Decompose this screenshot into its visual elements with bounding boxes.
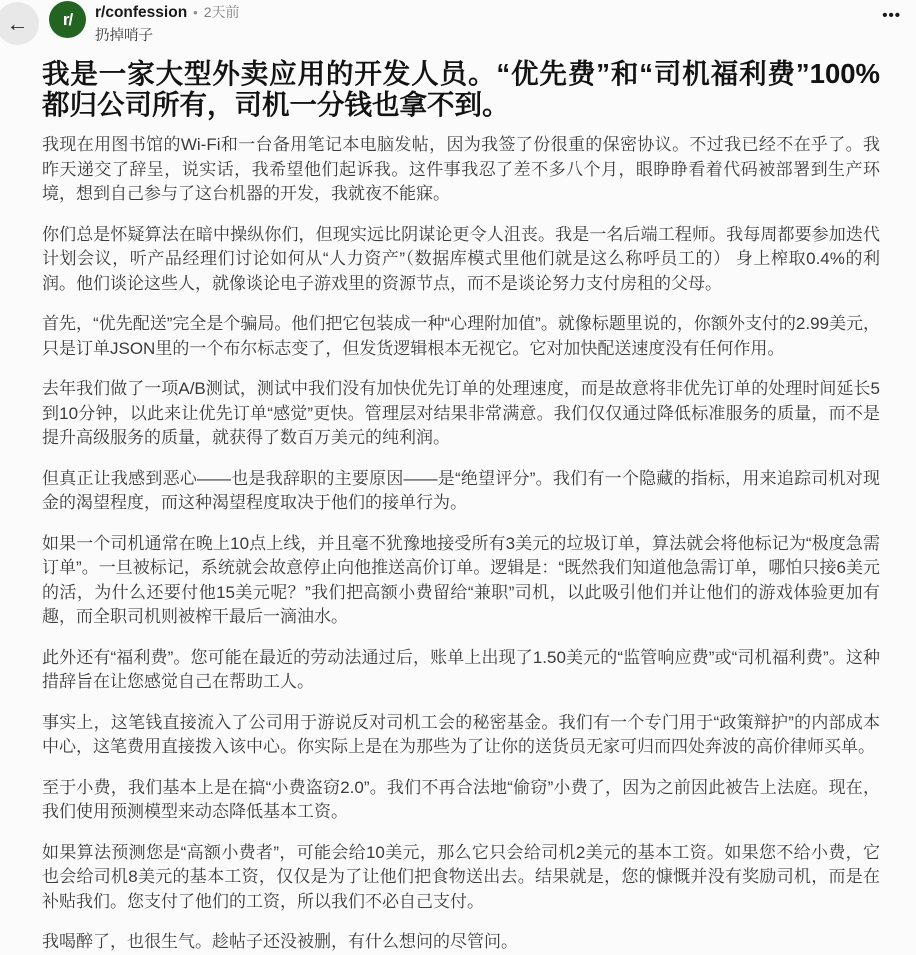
post-paragraph: 至于小费，我们基本上是在搞“小费盗窃2.0”。我们不再合法地“偷窃”小费了，因为之前因此被告上法庭。现在，我们使用预测模型来动态降低基本工资。 [42, 777, 880, 821]
subreddit-name[interactable]: r/confession [95, 4, 188, 21]
post-title: 我是一家大型外卖应用的开发人员。“优先费”和“司机福利费”100%都归公司所有，司机一分钱也拿不到。 [42, 58, 880, 120]
post-paragraph: 首先，“优先配送”完全是个骗局。他们把它包装成一种“心理附加值”。就像标题里说的，你额外支付的2.99美元，只是订单JSON里的一个布尔标志变了，但发货逻辑根本无视它。它对加快配送速度没有任何作用。 [42, 314, 880, 358]
post-author[interactable]: 扔掉哨子 [95, 28, 153, 44]
post-paragraph: 去年我们做了一项A/B测试，测试中我们没有加快优先订单的处理速度，而是故意将非优先订单的处理时间延长5到10分钟，以此来让优先订单“感觉”更快。管理层对结果非常满意。我们仅仅通过降低标准服务的质量，而不是提升高级服务的质量，就获得了数百万美元的纯利润。 [42, 379, 880, 447]
post-body [42, 133, 880, 955]
post-paragraph: 如果算法预测您是“高额小费者”，可能会给10美元，那么它只会给司机2美元的基本工资。如果您不给小费，它也会给司机8美元的基本工资，仅仅是为了让他们把食物送出去。结果就是，您的慷慨并没有奖励司机，而是在补贴我们。您支付了他们的工资，所以我们不必自己支付。 [42, 842, 880, 911]
post-paragraph: 你们总是怀疑算法在暗中操纵你们，但现实远比阴谋论更令人沮丧。我是一名后端工程师。我每周都要参加迭代计划会议，听产品经理们讨论如何从“人力资产”（数据库模式里他们就是这么称呼员工的） 身上榨取0.4%的利润。他们谈论这些人，就像谈论电子游戏里的资源节点，而不是谈论努力支付房租的父母。 [42, 224, 880, 293]
post-timestamp: 2天前 [203, 4, 240, 20]
post-paragraph: 我现在用图书馆的Wi-Fi和一台备用笔记本电脑发帖，因为我签了份很重的保密协议。不过我已经不在乎了。我昨天递交了辞呈，说实话，我希望他们起诉我。这件事我忍了差不多八个月，眼睁睁看着代码被部署到生产环境，想到自己参与了这台机器的开发，我就夜不能寐。 [42, 135, 880, 203]
subreddit-avatar[interactable]: r/ [49, 1, 86, 38]
post-header [0, 0, 916, 56]
back-button[interactable] [0, 2, 39, 45]
back-arrow-icon: ← [6, 10, 29, 36]
meta-separator: • [193, 5, 198, 20]
post-paragraph: 此外还有“福利费”。您可能在最近的劳动法通过后，账单上出现了1.50美元的“监管响应费”或“司机福利费”。这种措辞旨在让您感觉自己在帮助工人。 [42, 647, 880, 691]
ellipsis-icon: ••• [882, 7, 901, 24]
overflow-menu-button[interactable] [878, 4, 905, 27]
post-paragraph: 但真正让我感到恶心——也是我辞职的主要原因——是“绝望评分”。我们有一个隐藏的指标，用来追踪司机对现金的渴望程度，而这种渴望程度取决于他们的接单行为。 [42, 468, 880, 512]
post-paragraph: 我喝醉了，也很生气。趁帖子还没被删，有什么想问的尽管问。 [42, 932, 518, 951]
post-paragraph: 事实上，这笔钱直接流入了公司用于游说反对司机工会的秘密基金。我们有一个专门用于“政策辩护”的内部成本中心，这笔费用直接拨入该中心。你实际上是在为那些为了让你的送货员无家可归而四处奔波的高价律师买单。 [42, 712, 880, 756]
post-meta [95, 2, 240, 45]
post-paragraph: 如果一个司机通常在晚上10点上线，并且毫不犹豫地接受所有3美元的垃圾订单，算法就会将他标记为“极度急需订单”。一旦被标记，系统就会故意停止向他推送高价订单。逻辑是：“既然我们知道他急需订单，哪怕只接6美元的活，为什么还要付他15美元呢？”我们把高额小费留给“兼职”司机，以此吸引他们并让他们的游戏体验更加有趣，而全职司机则被榨干最后一滴油水。 [42, 533, 880, 626]
